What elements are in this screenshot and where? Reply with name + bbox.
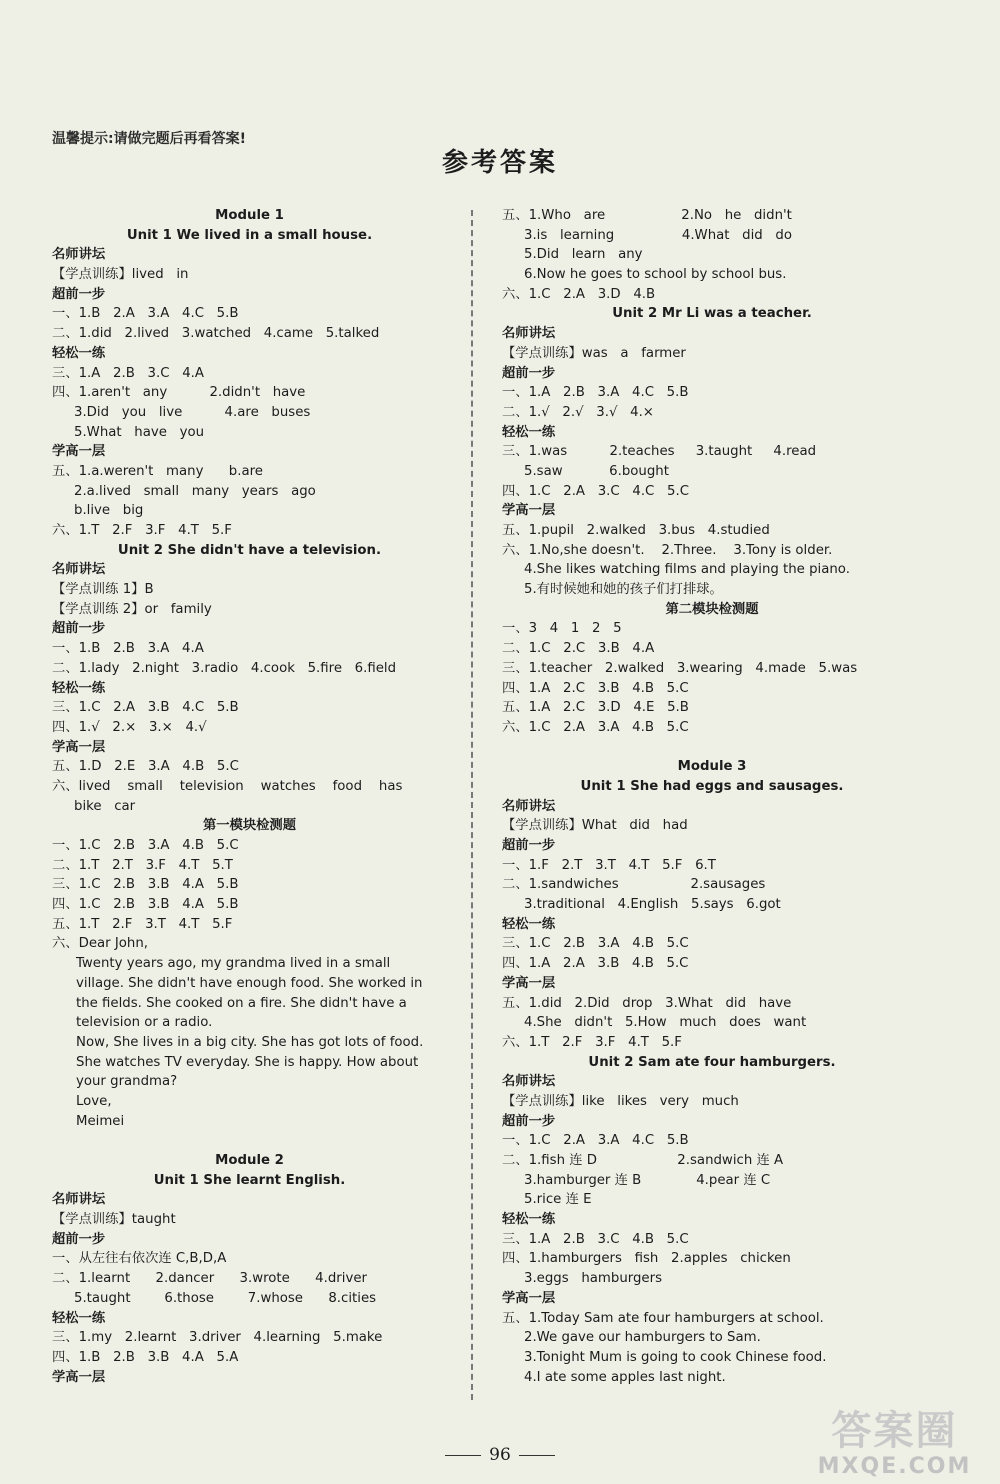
answer-line: 三、1.C 2.A 3.B 4.C 5.B xyxy=(52,700,239,716)
answer-line: 一、1.F 2.T 3.T 4.T 5.F 6.T xyxy=(502,857,716,873)
answer-line: 一、3 4 1 2 5 xyxy=(502,621,622,637)
answer-line: 3.is learning 4.What did do xyxy=(524,227,792,243)
answer-line: 六、lived small television watches food has xyxy=(52,778,403,794)
subsection-label: 学高一层 xyxy=(502,503,556,519)
column-divider xyxy=(471,210,473,1400)
subsection-label: 学高一层 xyxy=(52,444,106,460)
subsection-label: 轻松一练 xyxy=(52,345,106,361)
answer-line: 二、1.T 2.T 3.F 4.T 5.T xyxy=(52,857,233,873)
subsection-label: 名师讲坛 xyxy=(52,562,106,578)
answer-line: 一、从左往右依次连 C,B,D,A xyxy=(52,1251,227,1267)
answer-line: 一、1.B 2.A 3.A 4.C 5.B xyxy=(52,306,239,322)
answer-line: 三、1.was 2.teaches 3.taught 4.read xyxy=(502,444,817,460)
reminder-tip: 温馨提示:请做完题后再看答案! xyxy=(52,131,246,147)
subsection-label: 学高一层 xyxy=(502,975,556,991)
answer-line: 5.saw 6.bought xyxy=(524,463,669,479)
answer-line: 5.有时候她和她的孩子们打排球。 xyxy=(524,582,723,598)
answer-line: 二、1.C 2.C 3.B 4.A xyxy=(502,641,655,657)
subsection-label: 超前一步 xyxy=(52,286,106,302)
section-heading: Unit 1 She learnt English. xyxy=(153,1172,346,1188)
answer-line: 4.She didn't 5.How much does want xyxy=(524,1015,807,1031)
answer-line: 5.taught 6.those 7.whose 8.cities xyxy=(74,1290,377,1306)
answer-line: 3.Did you live 4.are buses xyxy=(74,404,311,420)
subsection-label: 超前一步 xyxy=(52,1231,106,1247)
left-column xyxy=(52,206,447,1387)
subsection-label: 超前一步 xyxy=(52,621,106,637)
watermark-url: MXQE.COM xyxy=(817,1454,972,1479)
answer-line: Love, xyxy=(76,1093,112,1109)
answer-line: 5.rice 连 E xyxy=(524,1192,592,1208)
answer-line: 三、1.C 2.B 3.A 4.B 5.C xyxy=(502,936,689,952)
answer-line: 五、1.T 2.F 3.T 4.T 5.F xyxy=(52,916,233,932)
subsection-label: 超前一步 xyxy=(502,1113,556,1129)
answer-line: 六、1.T 2.F 3.F 4.T 5.F xyxy=(502,1034,682,1050)
answer-line: Twenty years ago, my grandma lived in a small xyxy=(76,956,391,972)
subsection-label: 轻松一练 xyxy=(502,916,556,932)
answer-line: 四、1.A 2.A 3.B 4.B 5.C xyxy=(502,956,689,972)
answer-line: 二、1.sandwiches 2.sausages xyxy=(502,877,766,893)
answer-line: She watches TV everyday. She is happy. How about xyxy=(76,1054,419,1070)
answer-line: 3.hamburger 连 B 4.pear 连 C xyxy=(524,1172,771,1188)
subsection-label: 学高一层 xyxy=(52,739,106,755)
section-heading: Unit 2 She didn't have a television. xyxy=(117,542,382,558)
answer-line: 六、Dear John, xyxy=(52,936,148,952)
subsection-label: 超前一步 xyxy=(502,365,556,381)
section-heading: 第一模块检测题 xyxy=(202,818,297,834)
answer-line: 三、1.C 2.B 3.B 4.A 5.B xyxy=(52,877,239,893)
answer-line: the fields. She cooked on a fire. She didn't have a xyxy=(76,995,407,1011)
answer-line: 六、1.No,she doesn't. 2.Three. 3.Tony is older. xyxy=(502,542,833,558)
answer-line: 5.Did learn any xyxy=(524,247,643,263)
answer-line: 一、1.C 2.B 3.A 4.B 5.C xyxy=(52,838,239,853)
answer-line: 四、1.C 2.A 3.C 4.C 5.C xyxy=(502,483,689,499)
answer-line: bike car xyxy=(74,798,136,814)
answer-line: 一、1.B 2.B 3.A 4.A xyxy=(52,641,204,657)
answer-line: 6.Now he goes to school by school bus. xyxy=(524,267,787,283)
answer-line: your grandma? xyxy=(76,1074,178,1090)
answer-line: b.live big xyxy=(74,503,144,519)
answer-line: 二、1.√ 2.√ 3.√ 4.× xyxy=(502,404,654,420)
answer-line: 三、1.my 2.learnt 3.driver 4.learning 5.make xyxy=(52,1330,383,1346)
subsection-label: 学高一层 xyxy=(52,1369,106,1385)
section-heading: Module 3 xyxy=(677,759,747,775)
answer-line: 二、1.lady 2.night 3.radio 4.cook 5.fire 6.field xyxy=(52,660,397,676)
answer-line: 四、1.C 2.B 3.B 4.A 5.B xyxy=(52,897,239,913)
watermark xyxy=(797,1408,992,1480)
answer-line: 六、1.T 2.F 3.F 4.T 5.F xyxy=(52,523,232,538)
answer-line: 【学点训练】lived in xyxy=(52,267,189,283)
section-heading: Module 2 xyxy=(215,1153,284,1168)
answer-line: 二、1.learnt 2.dancer 3.wrote 4.driver xyxy=(52,1271,367,1287)
section-heading: Unit 2 Mr Li was a teacher. xyxy=(612,306,812,322)
answer-line: 3.Tonight Mum is going to cook Chinese food. xyxy=(524,1349,827,1365)
subsection-label: 名师讲坛 xyxy=(52,1192,106,1208)
answer-line: 【学点训练】was a farmer xyxy=(502,345,686,361)
subsection-label: 名师讲坛 xyxy=(502,798,556,814)
answer-line xyxy=(502,738,922,758)
answer-line: 四、1.√ 2.× 3.× 4.√ xyxy=(52,719,207,735)
answer-line: 五、1.Who are 2.No he didn't xyxy=(502,208,792,223)
answer-line: 4.I ate some apples last night. xyxy=(524,1369,726,1385)
answer-line: 六、1.C 2.A 3.D 4.B xyxy=(502,286,656,302)
section-heading: Unit 1 We lived in a small house. xyxy=(126,227,373,243)
section-heading: 第二模块检测题 xyxy=(665,601,759,617)
answer-line: television or a radio. xyxy=(76,1015,213,1031)
answer-line: 【学点训练】What did had xyxy=(502,818,688,834)
subsection-label: 名师讲坛 xyxy=(502,1074,556,1090)
page-number: 96 xyxy=(489,1445,511,1465)
subsection-label: 轻松一练 xyxy=(52,1310,106,1326)
answer-line: 四、1.hamburgers fish 2.apples chicken xyxy=(502,1251,791,1267)
answer-line: 4.She likes watching films and playing the piano. xyxy=(524,562,850,578)
answer-line: 【学点训练】taught xyxy=(52,1212,176,1228)
answer-line: 五、1.D 2.E 3.A 4.B 5.C xyxy=(52,759,239,775)
answer-line: 五、1.did 2.Did drop 3.What did have xyxy=(502,995,792,1011)
answer-line: 五、1.Today Sam ate four hamburgers at school. xyxy=(502,1310,824,1326)
section-heading: Unit 1 She had eggs and sausages. xyxy=(580,778,844,794)
page-title: 参考答案 xyxy=(441,148,558,178)
footer-rule-left xyxy=(445,1455,481,1456)
section-heading: Module 1 xyxy=(215,208,284,223)
footer-rule-right xyxy=(519,1455,555,1456)
answer-line: 三、1.A 2.B 3.C 4.A xyxy=(52,365,204,381)
subsection-label: 轻松一练 xyxy=(502,1212,556,1228)
answer-line: 五、1.A 2.C 3.D 4.E 5.B xyxy=(502,700,689,716)
answer-line: 【学点训练】like likes very much xyxy=(502,1093,739,1109)
subsection-label: 名师讲坛 xyxy=(502,326,556,342)
answer-line: 五、1.pupil 2.walked 3.bus 4.studied xyxy=(502,523,770,538)
answer-line: 【学点训练 1】B xyxy=(52,582,154,598)
answer-line: 一、1.A 2.B 3.A 4.C 5.B xyxy=(502,385,689,401)
answer-line: 二、1.did 2.lived 3.watched 4.came 5.talked xyxy=(52,326,380,342)
right-column xyxy=(502,206,922,1387)
subsection-label: 名师讲坛 xyxy=(52,247,106,263)
answer-line: 四、1.A 2.C 3.B 4.B 5.C xyxy=(502,680,689,696)
subsection-label: 轻松一练 xyxy=(502,424,556,440)
answer-line: 六、1.C 2.A 3.A 4.B 5.C xyxy=(502,719,689,735)
answer-line: 2.a.lived small many years ago xyxy=(74,483,316,499)
answer-line: 5.What have you xyxy=(74,424,205,440)
answer-line: 四、1.aren't any 2.didn't have xyxy=(52,385,306,401)
answer-line: 2.We gave our hamburgers to Sam. xyxy=(524,1330,761,1346)
answer-line: Meimei xyxy=(76,1113,125,1129)
answer-line: 二、1.fish 连 D 2.sandwich 连 A xyxy=(502,1153,784,1168)
answer-line: 三、1.A 2.B 3.C 4.B 5.C xyxy=(502,1231,689,1247)
answer-line xyxy=(52,1131,447,1151)
subsection-label: 轻松一练 xyxy=(52,680,106,696)
answer-line: 五、1.a.weren't many b.are xyxy=(52,463,263,479)
answer-line: 四、1.B 2.B 3.B 4.A 5.A xyxy=(52,1349,239,1365)
watermark-logo: 答案圈 xyxy=(831,1408,958,1454)
answer-line: village. She didn't have enough food. She worked in xyxy=(76,975,423,991)
answer-line: Now, She lives in a big city. She has got lots of food. xyxy=(76,1034,424,1050)
answer-line: 【学点训练 2】or family xyxy=(52,601,212,617)
section-heading: Unit 2 Sam ate four hamburgers. xyxy=(588,1054,836,1070)
subsection-label: 学高一层 xyxy=(502,1290,556,1306)
answer-line: 3.eggs hamburgers xyxy=(524,1271,663,1287)
answer-line: 3.traditional 4.English 5.says 6.got xyxy=(524,897,781,913)
answer-line: 三、1.teacher 2.walked 3.wearing 4.made 5.was xyxy=(502,660,858,676)
subsection-label: 超前一步 xyxy=(502,838,556,853)
answer-line: 一、1.C 2.A 3.A 4.C 5.B xyxy=(502,1133,689,1149)
